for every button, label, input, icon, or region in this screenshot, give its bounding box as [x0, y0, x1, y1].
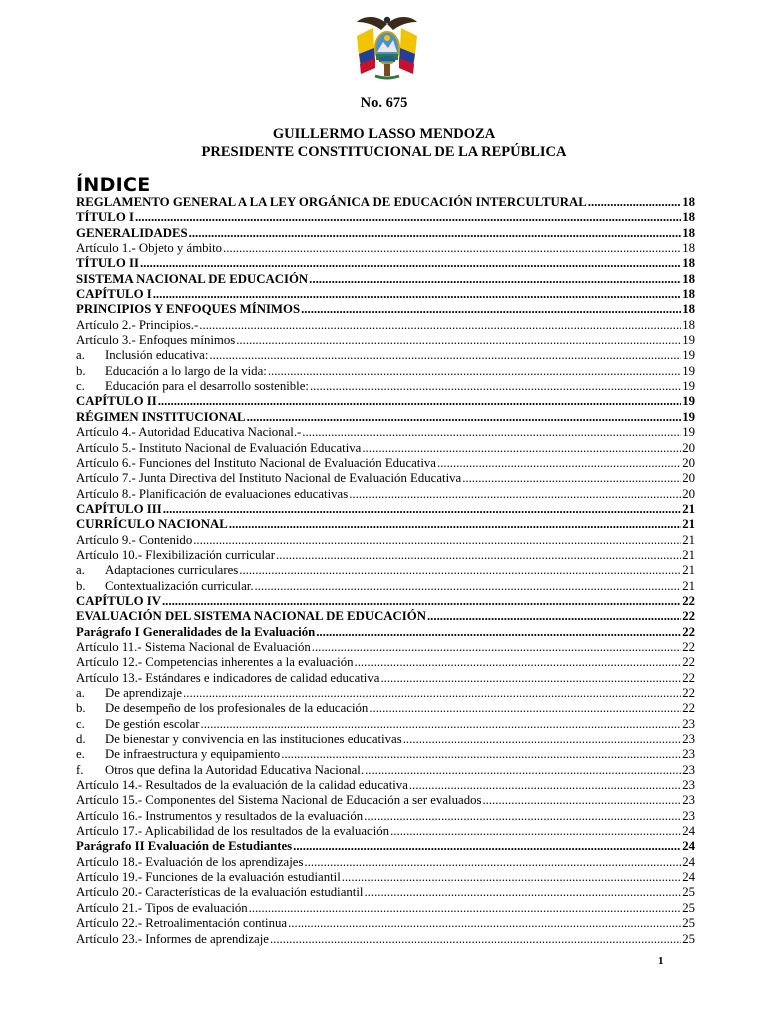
- toc-dot-leader: [403, 732, 681, 747]
- toc-entry-page: 23: [682, 778, 695, 793]
- toc-entry-page: 22: [682, 686, 695, 700]
- toc-entry[interactable]: [76, 778, 695, 793]
- toc-dot-leader: [310, 379, 681, 394]
- toc-entry-label: De infraestructura y equipamiento: [105, 747, 281, 762]
- toc-entry[interactable]: [76, 348, 695, 363]
- toc-entry-label: Artículo 8.- Planificación de evaluaciones educativas: [76, 486, 349, 501]
- toc-entry-page: 19: [682, 409, 695, 424]
- toc-entry-page: 21: [682, 578, 695, 593]
- toc-entry-label: CURRÍCULO NACIONAL: [76, 517, 228, 532]
- toc-entry-page: 22: [682, 609, 695, 624]
- decree-number: No. 675: [360, 95, 408, 111]
- toc-entry-label: GENERALIDADES: [76, 225, 188, 240]
- toc-dot-leader: [302, 425, 681, 440]
- toc-dot-leader: [364, 809, 681, 824]
- toc-entry-label: De gestión escolar: [105, 716, 200, 731]
- toc-entry-page: 25: [682, 916, 695, 931]
- toc-dot-leader: [390, 824, 681, 839]
- toc-entry-label: CAPÍTULO I: [76, 287, 152, 302]
- toc-entry[interactable]: [76, 364, 695, 379]
- toc-entry-page: 19: [682, 394, 695, 409]
- toc-entry[interactable]: [76, 471, 695, 486]
- toc-entry-label: Adaptaciones curriculares: [105, 563, 239, 578]
- toc-dot-leader: [162, 594, 681, 609]
- toc-entry-label: Artículo 22.- Retroalimentación continua: [76, 916, 288, 931]
- toc-entry[interactable]: [76, 533, 695, 548]
- toc-entry[interactable]: [76, 579, 695, 594]
- toc-entry-page: 19: [682, 348, 695, 363]
- toc-entry-page: 20: [682, 455, 695, 470]
- toc-entry-label: De bienestar y convivencia en las instituciones educativas: [105, 732, 402, 747]
- toc-dot-leader: [482, 793, 681, 808]
- toc-entry-page: 23: [682, 793, 695, 808]
- toc-entry-page: 25: [682, 931, 695, 946]
- toc-entry-label: SISTEMA NACIONAL DE EDUCACIÓN: [76, 271, 309, 286]
- toc-entry[interactable]: [76, 916, 695, 931]
- toc-entry[interactable]: [76, 456, 695, 471]
- toc-entry-marker: d.: [76, 732, 86, 747]
- toc-entry-label: Artículo 23.- Informes de aprendizaje: [76, 931, 269, 946]
- toc-entry[interactable]: [76, 686, 695, 701]
- toc-entry-page: 24: [682, 854, 695, 869]
- toc-dot-leader: [309, 272, 681, 287]
- toc-dot-leader: [312, 640, 681, 655]
- toc-entry[interactable]: [76, 287, 695, 302]
- toc-entry-page: 23: [682, 716, 695, 731]
- toc-entry-page: 18: [682, 256, 695, 271]
- toc-dot-leader: [293, 839, 681, 854]
- toc-entry-label: Artículo 6.- Funciones del Instituto Nacional de Evaluación Educativa: [76, 455, 436, 470]
- toc-entry-page: 19: [682, 379, 695, 394]
- toc-entry-marker: b.: [76, 578, 86, 593]
- toc-entry-page: 23: [682, 762, 695, 777]
- toc-entry[interactable]: [76, 272, 695, 287]
- toc-entry-label: CAPÍTULO III: [76, 501, 162, 516]
- toc-entry[interactable]: [76, 425, 695, 440]
- toc-entry[interactable]: [76, 210, 695, 225]
- toc-entry-label: Artículo 15.- Componentes del Sistema Nacional de Educación a ser evaluados: [76, 793, 482, 808]
- toc-entry[interactable]: [76, 839, 695, 854]
- toc-dot-leader: [288, 916, 681, 931]
- toc-dot-leader: [427, 609, 681, 624]
- toc-entry[interactable]: [76, 732, 695, 747]
- toc-dot-leader: [316, 625, 681, 640]
- toc-entry-label: CAPÍTULO II: [76, 394, 157, 409]
- toc-dot-leader: [355, 655, 682, 670]
- toc-dot-leader: [369, 701, 681, 716]
- toc-entry[interactable]: [76, 609, 695, 624]
- toc-entry[interactable]: [76, 487, 695, 502]
- toc-entry-label: Artículo 1.- Objeto y ámbito: [76, 241, 223, 256]
- toc-entry-page: 21: [682, 532, 695, 547]
- toc-entry[interactable]: [76, 333, 695, 348]
- toc-entry-label: CAPÍTULO IV: [76, 593, 161, 608]
- toc-dot-leader: [304, 855, 681, 870]
- toc-entry-label: EVALUACIÓN DEL SISTEMA NACIONAL DE EDUCACIÓN: [76, 609, 426, 624]
- toc-entry[interactable]: [76, 195, 695, 210]
- toc-dot-leader: [268, 364, 681, 379]
- toc-entry-label: De aprendizaje: [105, 686, 183, 700]
- toc-entry-label: Inclusión educativa:: [105, 348, 209, 363]
- toc-entry-label: Artículo 21.- Tipos de evaluación: [76, 900, 248, 915]
- toc-dot-leader: [409, 778, 681, 793]
- toc-entry[interactable]: [76, 747, 695, 762]
- toc-entry[interactable]: [76, 763, 695, 778]
- toc-entry[interactable]: [76, 640, 695, 655]
- toc-entry[interactable]: [76, 809, 695, 824]
- toc-entry-page: 18: [682, 302, 695, 317]
- author-name: GUILLERMO LASSO MENDOZA: [272, 126, 496, 142]
- toc-entry-page: 22: [682, 593, 695, 608]
- toc-dot-leader: [281, 747, 681, 762]
- toc-entry[interactable]: [76, 855, 695, 870]
- toc-dot-leader: [153, 287, 681, 302]
- toc-dot-leader: [247, 410, 682, 425]
- toc-entry-page: 24: [682, 870, 695, 885]
- toc-dot-leader: [362, 441, 681, 456]
- toc-entry-label: TÍTULO I: [76, 210, 134, 225]
- index-title: ÍNDICE: [76, 174, 151, 196]
- toc-entry-label: Artículo 9.- Contenido: [76, 532, 193, 547]
- toc-entry-page: 20: [682, 471, 695, 486]
- toc-entry-page: 18: [682, 225, 695, 240]
- toc-entry-page: 18: [682, 271, 695, 286]
- toc-entry-label: REGLAMENTO GENERAL A LA LEY ORGÁNICA DE EDUCACIÓN INTERCULTURAL: [76, 195, 587, 209]
- toc-entry-page: 18: [682, 317, 695, 332]
- toc-entry[interactable]: [76, 441, 695, 456]
- toc-dot-leader: [236, 333, 681, 348]
- toc-entry-page: 21: [682, 547, 695, 562]
- toc-entry-label: Artículo 4.- Autoridad Educativa Nacional.-: [76, 425, 302, 440]
- toc-entry-page: 24: [682, 824, 695, 839]
- toc-entry-marker: c.: [76, 379, 85, 394]
- toc-entry[interactable]: [76, 563, 695, 578]
- toc-entry-page: 25: [682, 900, 695, 915]
- toc-entry[interactable]: [76, 302, 695, 317]
- toc-dot-leader: [209, 348, 681, 363]
- toc-entry-label: Artículo 3.- Enfoques mínimos: [76, 333, 236, 348]
- toc-entry-page: 18: [682, 287, 695, 302]
- toc-entry-page: 22: [682, 639, 695, 654]
- toc-entry[interactable]: [76, 410, 695, 425]
- toc-entry-page: 19: [682, 363, 695, 378]
- toc-entry-label: De desempeño de los profesionales de la educación: [105, 701, 369, 716]
- toc-entry[interactable]: [76, 594, 695, 609]
- toc-dot-leader: [462, 471, 681, 486]
- toc-entry-page: 20: [682, 486, 695, 501]
- toc-entry-label: Artículo 7.- Junta Directiva del Instituto Nacional de Evaluación Educativa: [76, 471, 462, 486]
- toc-entry[interactable]: [76, 625, 695, 640]
- toc-entry-page: 18: [682, 195, 695, 209]
- toc-entry[interactable]: [76, 824, 695, 839]
- toc-entry-label: Parágrafo I Generalidades de la Evaluación: [76, 624, 316, 639]
- toc-dot-leader: [239, 563, 681, 578]
- toc-entry[interactable]: [76, 226, 695, 241]
- toc-dot-leader: [588, 195, 681, 210]
- toc-entry-label: Artículo 12.- Competencias inherentes a la evaluación: [76, 655, 354, 670]
- coat-of-arms-emblem: [351, 10, 423, 82]
- toc-entry-label: Artículo 14.- Resultados de la evaluación de la calidad educativa: [76, 778, 408, 793]
- toc-dot-leader: [349, 487, 681, 502]
- toc-entry-label: Artículo 16.- Instrumentos y resultados de la evaluación: [76, 808, 364, 823]
- toc-entry-label: RÉGIMEN INSTITUCIONAL: [76, 409, 246, 424]
- toc-entry[interactable]: [76, 671, 695, 686]
- toc-entry-marker: f.: [76, 762, 84, 777]
- toc-dot-leader: [365, 763, 681, 778]
- toc-dot-leader: [255, 579, 682, 594]
- toc-entry[interactable]: [76, 885, 695, 900]
- toc-entry-page: 19: [682, 333, 695, 348]
- toc-entry-label: Artículo 20.- Características de la evaluación estudiantil: [76, 885, 364, 900]
- toc-entry-label: Artículo 5.- Instituto Nacional de Evaluación Educativa: [76, 440, 362, 455]
- toc-entry-page: 21: [682, 563, 695, 578]
- toc-entry[interactable]: [76, 502, 695, 517]
- toc-entry-label: Contextualización curricular.: [105, 578, 254, 593]
- toc-entry-label: Educación a lo largo de la vida:: [105, 363, 267, 378]
- page-number: 1: [658, 955, 664, 967]
- toc-entry[interactable]: [76, 793, 695, 808]
- toc-dot-leader: [276, 548, 681, 563]
- toc-dot-leader: [199, 318, 681, 333]
- toc-entry-label: Artículo 10.- Flexibilización curricular: [76, 547, 275, 562]
- toc-dot-leader: [183, 686, 681, 701]
- toc-entry-label: Educación para el desarrollo sostenible:: [105, 379, 309, 394]
- toc-dot-leader: [437, 456, 681, 471]
- toc-entry[interactable]: [76, 548, 695, 563]
- toc-dot-leader: [189, 226, 682, 241]
- toc-dot-leader: [301, 302, 681, 317]
- toc-dot-leader: [229, 517, 681, 532]
- toc-entry-page: 23: [682, 808, 695, 823]
- toc-entry[interactable]: [76, 256, 695, 271]
- toc-entry-label: Artículo 2.- Principios.-: [76, 317, 199, 332]
- toc-entry-page: 25: [682, 885, 695, 900]
- toc-entry-page: 21: [682, 517, 695, 532]
- table-of-contents: [76, 195, 695, 947]
- toc-entry-label: Artículo 18.- Evaluación de los aprendizajes: [76, 854, 304, 869]
- toc-entry[interactable]: [76, 318, 695, 333]
- toc-entry-page: 18: [682, 210, 695, 225]
- toc-entry[interactable]: [76, 717, 695, 732]
- toc-entry-label: TÍTULO II: [76, 256, 139, 271]
- toc-entry-page: 22: [682, 655, 695, 670]
- toc-dot-leader: [140, 256, 681, 271]
- toc-entry-page: 19: [682, 425, 695, 440]
- toc-entry[interactable]: [76, 241, 695, 256]
- toc-entry-label: PRINCIPIOS Y ENFOQUES MÍNIMOS: [76, 302, 301, 317]
- toc-dot-leader: [193, 533, 681, 548]
- toc-entry[interactable]: [76, 870, 695, 885]
- toc-entry-page: 23: [682, 747, 695, 762]
- toc-dot-leader: [249, 901, 682, 916]
- toc-dot-leader: [364, 885, 681, 900]
- toc-dot-leader: [201, 717, 682, 732]
- toc-dot-leader: [342, 870, 681, 885]
- toc-entry-marker: a.: [76, 686, 85, 700]
- toc-entry[interactable]: [76, 932, 695, 947]
- toc-dot-leader: [135, 210, 681, 225]
- toc-dot-leader: [270, 932, 681, 947]
- toc-entry-label: Artículo 13.- Estándares e indicadores de calidad educativa: [76, 670, 380, 685]
- toc-entry-page: 22: [682, 670, 695, 685]
- author-title: PRESIDENTE CONSTITUCIONAL DE LA REPÚBLICA: [201, 144, 567, 160]
- toc-entry-page: 22: [682, 624, 695, 639]
- toc-entry[interactable]: [76, 394, 695, 409]
- toc-entry-marker: b.: [76, 363, 86, 378]
- toc-dot-leader: [223, 241, 681, 256]
- toc-entry-label: Parágrafo II Evaluación de Estudiantes: [76, 839, 293, 854]
- toc-entry-marker: c.: [76, 716, 85, 731]
- toc-dot-leader: [163, 502, 682, 517]
- toc-entry[interactable]: [76, 901, 695, 916]
- toc-entry[interactable]: [76, 701, 695, 716]
- toc-entry[interactable]: [76, 517, 695, 532]
- toc-entry-marker: a.: [76, 563, 85, 578]
- toc-entry-label: Artículo 17.- Aplicabilidad de los resultados de la evaluación: [76, 824, 390, 839]
- toc-entry-label: Artículo 11.- Sistema Nacional de Evaluación: [76, 639, 311, 654]
- toc-entry-page: 21: [682, 501, 695, 516]
- toc-entry-label: Artículo 19.- Funciones de la evaluación estudiantil: [76, 870, 341, 885]
- toc-entry-label: Otros que defina la Autoridad Educativa Nacional.: [105, 762, 365, 777]
- toc-entry-page: 20: [682, 440, 695, 455]
- toc-dot-leader: [158, 394, 681, 409]
- toc-entry-page: 23: [682, 732, 695, 747]
- toc-entry-marker: a.: [76, 348, 85, 363]
- toc-dot-leader: [380, 671, 681, 686]
- toc-entry[interactable]: [76, 379, 695, 394]
- toc-entry-marker: b.: [76, 701, 86, 716]
- toc-entry-page: 18: [682, 241, 695, 256]
- toc-entry-page: 24: [682, 839, 695, 854]
- toc-entry-marker: e.: [76, 747, 85, 762]
- toc-entry-page: 22: [682, 701, 695, 716]
- toc-entry[interactable]: [76, 655, 695, 670]
